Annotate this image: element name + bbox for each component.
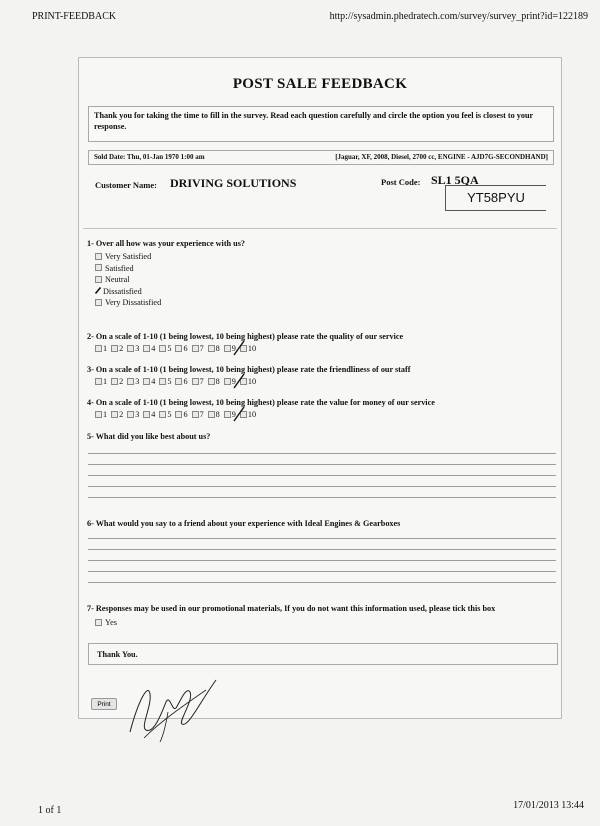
scale-option[interactable] xyxy=(143,410,155,419)
scale-label: 6 xyxy=(183,344,188,353)
scale-option[interactable] xyxy=(143,377,155,386)
question-1: 1- Over all how was your experience with us? xyxy=(87,239,245,248)
scale-option[interactable] xyxy=(192,344,204,353)
customer-name-label: Customer Name: xyxy=(95,180,157,190)
checkbox[interactable] xyxy=(111,345,118,352)
option-satisfied[interactable]: Satisfied xyxy=(95,263,161,275)
scale-label: 1 xyxy=(103,377,108,386)
checkbox[interactable] xyxy=(127,345,134,352)
sold-date: Sold Date: Thu, 01-Jan 1970 1:00 am xyxy=(94,153,205,161)
question-2-scale xyxy=(95,344,260,353)
scale-option[interactable] xyxy=(159,344,171,353)
question-7: 7- Responses may be used in our promotional materials, If you do not want this information used, please tick this box xyxy=(87,604,496,613)
checkbox[interactable] xyxy=(127,411,134,418)
scale-option[interactable] xyxy=(95,344,107,353)
scale-label: 2 xyxy=(119,377,124,386)
scale-option[interactable] xyxy=(175,344,187,353)
scale-option[interactable] xyxy=(159,377,171,386)
scale-label: 4 xyxy=(151,344,156,353)
scale-label: 10 xyxy=(247,410,257,419)
scale-option[interactable] xyxy=(240,410,256,419)
scale-label: 5 xyxy=(167,344,172,353)
scale-label: 10 xyxy=(247,377,257,386)
vehicle-details: [Jaguar, XF, 2008, Diesel, 2700 cc, ENGINE - AJD7G-SECONDHAND] xyxy=(335,153,548,161)
scale-option[interactable] xyxy=(95,410,107,419)
scale-option[interactable] xyxy=(159,410,171,419)
scale-option[interactable] xyxy=(208,410,220,419)
page-count: 1 of 1 xyxy=(38,805,62,816)
question-6: 6- What would you say to a friend about your experience with Ideal Engines & Gearboxes xyxy=(87,519,401,528)
option-very-dissatisfied[interactable]: Very Dissatisfied xyxy=(95,297,161,309)
scale-option[interactable] xyxy=(240,344,256,353)
scale-label: 5 xyxy=(167,410,172,419)
scale-option[interactable] xyxy=(208,377,220,386)
form-title: POST SALE FEEDBACK xyxy=(232,76,408,92)
scale-label: 3 xyxy=(135,377,140,386)
intro-text: Thank you for taking the time to fill in the survey. Read each question carefully and circle the option you feel is closest to your response. xyxy=(88,106,554,142)
handwritten-slash-icon xyxy=(233,340,245,356)
scale-option[interactable] xyxy=(143,344,155,353)
checkbox[interactable] xyxy=(95,619,102,626)
checkbox[interactable] xyxy=(208,378,215,385)
scale-label: 9 xyxy=(231,377,236,386)
scale-option[interactable] xyxy=(111,410,123,419)
scale-label: 8 xyxy=(215,377,220,386)
question-7-options xyxy=(95,617,117,629)
question-3: 3- On a scale of 1-10 (1 being lowest, 10 being highest) please rate the friendliness of our staff xyxy=(87,365,411,374)
checkbox[interactable] xyxy=(175,378,182,385)
checkbox[interactable] xyxy=(127,378,134,385)
handwritten-signature xyxy=(120,672,230,744)
checkbox[interactable] xyxy=(175,411,182,418)
checkbox[interactable] xyxy=(175,345,182,352)
scale-label: 6 xyxy=(183,377,188,386)
checkbox[interactable] xyxy=(224,378,231,385)
postcode-label: Post Code: xyxy=(381,177,421,187)
option-yes[interactable]: Yes xyxy=(95,617,117,629)
checkbox[interactable] xyxy=(192,345,199,352)
scale-label: 4 xyxy=(151,410,156,419)
scale-label: 10 xyxy=(247,344,257,353)
page-url: http://sysadmin.phedratech.com/survey/survey_print?id=122189 xyxy=(329,11,588,22)
thank-you-box: Thank You. xyxy=(88,643,558,665)
checkbox[interactable] xyxy=(208,345,215,352)
scale-label: 2 xyxy=(119,344,124,353)
scale-label: 7 xyxy=(199,377,204,386)
checkbox[interactable] xyxy=(224,411,231,418)
scale-option[interactable] xyxy=(127,377,139,386)
checkbox[interactable] xyxy=(192,378,199,385)
customer-name-value: DRIVING SOLUTIONS xyxy=(170,176,297,190)
scale-label: 9 xyxy=(231,344,236,353)
scale-option[interactable] xyxy=(240,377,256,386)
handwritten-tick-icon xyxy=(95,287,101,294)
page-label: PRINT-FEEDBACK xyxy=(32,11,117,22)
print-button[interactable]: Print xyxy=(91,698,117,710)
checkbox[interactable] xyxy=(95,276,102,283)
checkbox[interactable] xyxy=(192,411,199,418)
checkbox[interactable] xyxy=(95,411,102,418)
scale-label: 3 xyxy=(135,344,140,353)
postcode-value: SL1 5QA xyxy=(431,173,479,187)
scale-option[interactable] xyxy=(111,377,123,386)
scale-label: 7 xyxy=(199,344,204,353)
scale-option[interactable] xyxy=(127,410,139,419)
checkbox[interactable] xyxy=(95,299,102,306)
scale-label: 1 xyxy=(103,344,108,353)
scale-option[interactable] xyxy=(95,377,107,386)
question-2: 2- On a scale of 1-10 (1 being lowest, 10 being highest) please rate the quality of our service xyxy=(87,332,404,341)
scale-option[interactable] xyxy=(208,344,220,353)
scale-option[interactable] xyxy=(192,377,204,386)
scale-option[interactable] xyxy=(111,344,123,353)
print-timestamp: 17/01/2013 13:44 xyxy=(513,800,584,811)
handwritten-slash-icon xyxy=(233,373,245,389)
handwritten-slash-icon xyxy=(233,406,245,422)
option-very-satisfied[interactable]: Very Satisfied xyxy=(95,251,161,263)
checkbox[interactable] xyxy=(111,378,118,385)
question-4: 4- On a scale of 1-10 (1 being lowest, 10 being highest) please rate the value for money of our service xyxy=(87,398,435,407)
scale-label: 8 xyxy=(215,410,220,419)
checkbox[interactable] xyxy=(111,411,118,418)
question-5: 5- What did you like best about us? xyxy=(87,432,211,441)
checkbox[interactable] xyxy=(143,378,150,385)
checkbox[interactable] xyxy=(95,264,102,271)
scale-label: 9 xyxy=(231,410,236,419)
question-3-scale xyxy=(95,377,260,386)
scale-option[interactable] xyxy=(175,377,187,386)
checkbox[interactable] xyxy=(143,411,150,418)
checkbox[interactable] xyxy=(95,253,102,260)
question-6-answer-lines[interactable] xyxy=(88,528,556,583)
scale-label: 1 xyxy=(103,410,108,419)
option-dissatisfied[interactable]: Dissatisfied xyxy=(95,286,161,298)
scale-label: 8 xyxy=(215,344,220,353)
question-1-options xyxy=(95,251,161,309)
checkbox[interactable] xyxy=(159,345,166,352)
checkbox[interactable] xyxy=(143,345,150,352)
option-neutral[interactable]: Neutral xyxy=(95,274,161,286)
feedback-form xyxy=(78,57,562,719)
scale-label: 6 xyxy=(183,410,188,419)
registration-box: YT58PYU xyxy=(445,185,546,211)
scale-label: 3 xyxy=(135,410,140,419)
scale-option[interactable] xyxy=(127,344,139,353)
sale-info-box xyxy=(88,150,554,165)
checkbox[interactable] xyxy=(95,378,102,385)
divider xyxy=(83,228,557,229)
question-4-scale xyxy=(95,410,260,419)
checkbox[interactable] xyxy=(159,411,166,418)
checkbox[interactable] xyxy=(208,411,215,418)
checkbox[interactable] xyxy=(159,378,166,385)
scale-label: 4 xyxy=(151,377,156,386)
scale-label: 7 xyxy=(199,410,204,419)
scale-label: 5 xyxy=(167,377,172,386)
question-5-answer-lines[interactable] xyxy=(88,443,556,498)
scale-label: 2 xyxy=(119,410,124,419)
scale-option[interactable] xyxy=(175,410,187,419)
scale-option[interactable] xyxy=(192,410,204,419)
checkbox[interactable] xyxy=(95,345,102,352)
checkbox[interactable] xyxy=(224,345,231,352)
